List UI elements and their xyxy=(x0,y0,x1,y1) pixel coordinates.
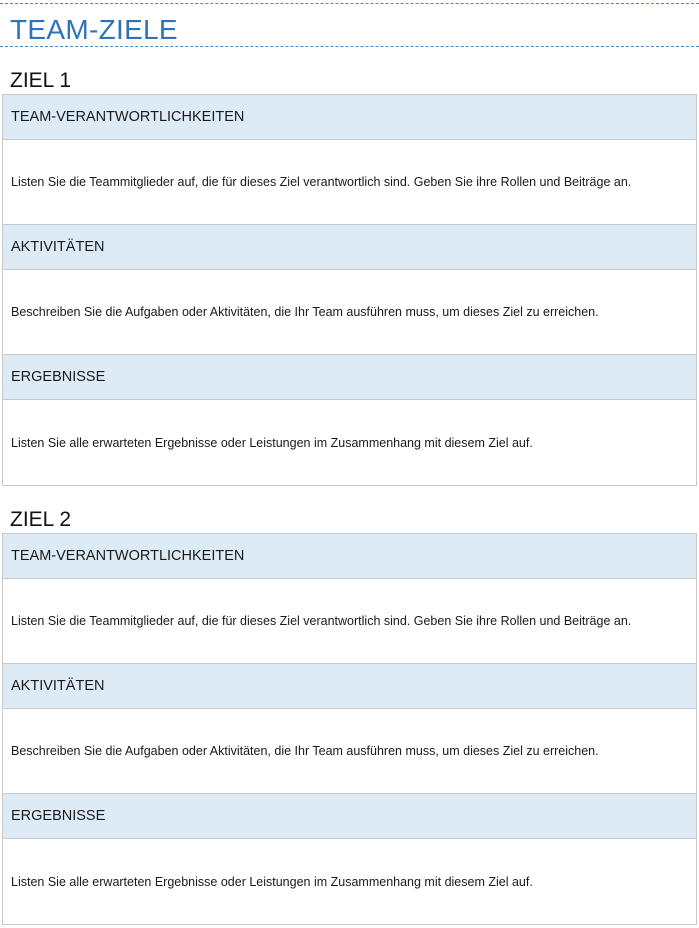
goal-2-activities-text[interactable]: Beschreiben Sie die Aufgaben oder Aktivitäten, die Ihr Team ausführen muss, um dieses Ziel zu erreichen. xyxy=(3,709,696,794)
document-title[interactable]: TEAM-ZIELE xyxy=(10,14,178,45)
goal-2-responsibilities-header[interactable]: TEAM-VERANTWORTLICHKEITEN xyxy=(3,534,696,579)
goal-2-heading[interactable]: ZIEL 2 xyxy=(10,508,72,531)
goal-1-responsibilities-header[interactable]: TEAM-VERANTWORTLICHKEITEN xyxy=(3,95,696,140)
goal-1-results-header[interactable]: ERGEBNISSE xyxy=(3,355,696,400)
goal-2-table xyxy=(2,533,697,925)
goal-2-results-text[interactable]: Listen Sie alle erwarteten Ergebnisse oder Leistungen im Zusammenhang mit diesem Ziel auf. xyxy=(3,839,696,924)
goal-1-heading[interactable]: ZIEL 1 xyxy=(10,69,72,92)
goal-1-table xyxy=(2,94,697,486)
goal-1-activities-header[interactable]: AKTIVITÄTEN xyxy=(3,225,696,270)
goal-1-results-text[interactable]: Listen Sie alle erwarteten Ergebnisse oder Leistungen im Zusammenhang mit diesem Ziel auf. xyxy=(3,400,696,485)
goal-2-responsibilities-text[interactable]: Listen Sie die Teammitglieder auf, die für dieses Ziel verantwortlich sind. Geben Sie ihre Rollen und Beiträge an. xyxy=(3,579,696,664)
document-title-bar xyxy=(0,3,699,47)
goal-1-responsibilities-text[interactable]: Listen Sie die Teammitglieder auf, die für dieses Ziel verantwortlich sind. Geben Sie ihre Rollen und Beiträge an. xyxy=(3,140,696,225)
goal-2-results-header[interactable]: ERGEBNISSE xyxy=(3,794,696,839)
goal-2-activities-header[interactable]: AKTIVITÄTEN xyxy=(3,664,696,709)
goal-1-activities-text[interactable]: Beschreiben Sie die Aufgaben oder Aktivitäten, die Ihr Team ausführen muss, um dieses Ziel zu erreichen. xyxy=(3,270,696,355)
